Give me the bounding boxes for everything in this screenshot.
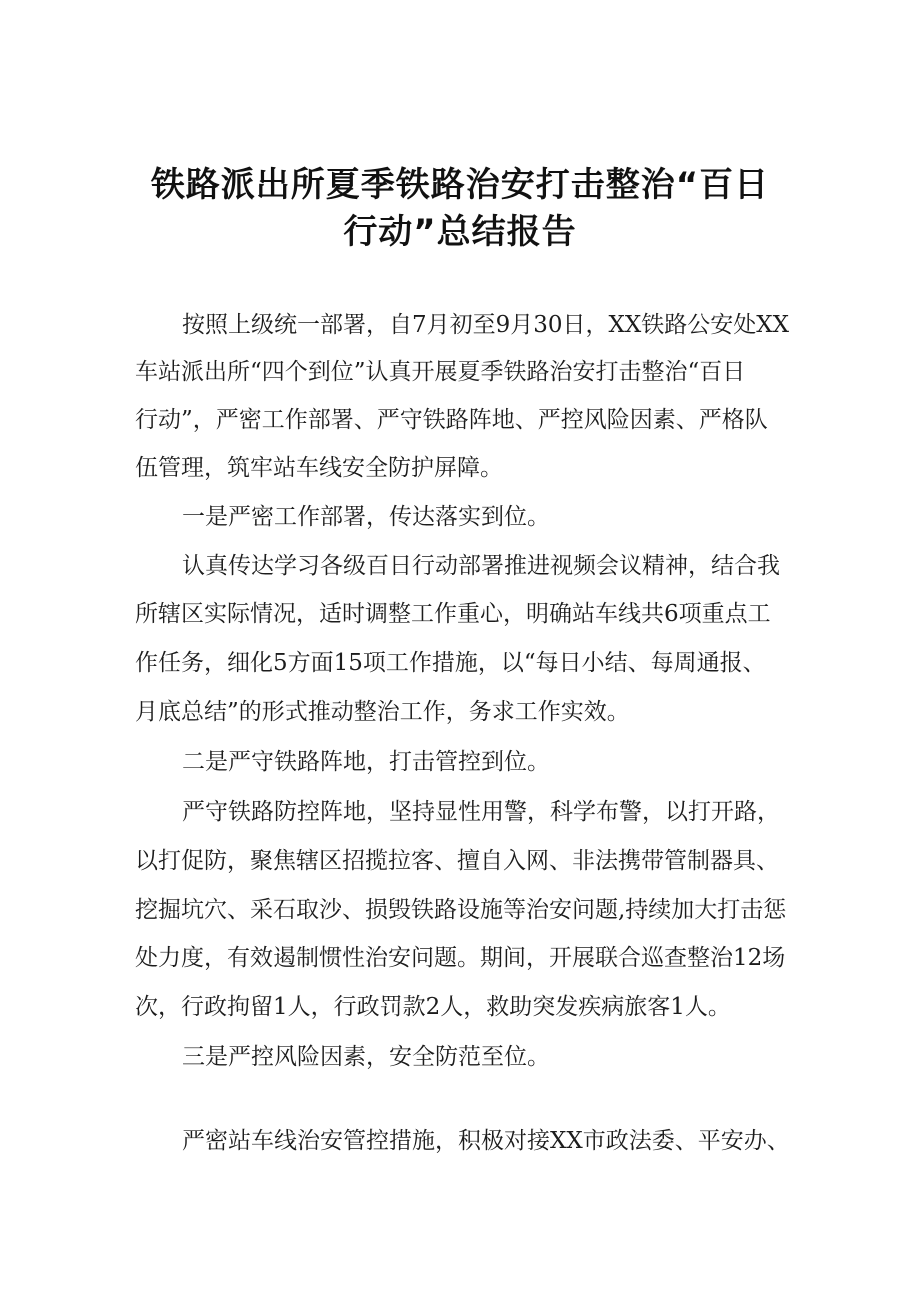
paragraph-1-line-4: 伍管理，筑牢站车线安全防护屏障。 — [135, 455, 503, 481]
paragraph-2-line-1: 认真传达学习各级百日行动部署推进视频会议精神，结合我 — [182, 553, 780, 579]
document-title-line-2: 行动”总结报告 — [343, 212, 577, 252]
paragraph-1-line-1: 按照上级统一部署，自7月初至9月30日，XX铁路公安处XX — [182, 312, 790, 338]
paragraph-1-line-2: 车站派出所“四个到位”认真开展夏季铁路治安打击整治“百日 — [135, 359, 746, 385]
paragraph-3-line-5: 次，行政拘留1人，行政罚款2人，救助突发疾病旅客1人。 — [135, 994, 731, 1020]
paragraph-3-line-2: 以打促防，聚焦辖区招揽拉客、擅自入网、非法携带管制器具、 — [135, 848, 779, 874]
section-heading-3: 三是严控风险因素，安全防范至位。 — [182, 1044, 550, 1070]
paragraph-2-line-4: 月底总结”的形式推动整治工作，务求工作实效。 — [135, 699, 630, 725]
paragraph-3-line-4: 处力度，有效遏制惯性治安问题。期间，开展联合巡查整治12场 — [135, 945, 786, 971]
section-heading-1: 一是严密工作部署，传达落实到位。 — [182, 504, 550, 530]
paragraph-2-line-2: 所辖区实际情况，适时调整工作重心，明确站车线共6项重点工 — [135, 601, 771, 627]
document-title-line-1: 铁路派出所夏季铁路治安打击整治“百日 — [150, 165, 770, 205]
paragraph-3-line-3: 挖掘坑穴、采石取沙、损毁铁路设施等治安问题,持续加大打击惩 — [135, 897, 787, 923]
section-heading-2: 二是严守铁路阵地，打击管控到位。 — [182, 749, 550, 775]
paragraph-1-line-3: 行动”，严密工作部署、严守铁路阵地、严控风险因素、严格队 — [135, 407, 768, 433]
paragraph-3-line-1: 严守铁路防控阵地，坚持显性用警，科学布警，以打开路， — [182, 799, 780, 825]
paragraph-4-line-1: 严密站车线治安管控措施，积极对接XX市政法委、平安办、 — [182, 1128, 790, 1154]
paragraph-2-line-3: 作任务，细化5方面15项工作措施，以“每日小结、每周通报、 — [135, 650, 766, 676]
